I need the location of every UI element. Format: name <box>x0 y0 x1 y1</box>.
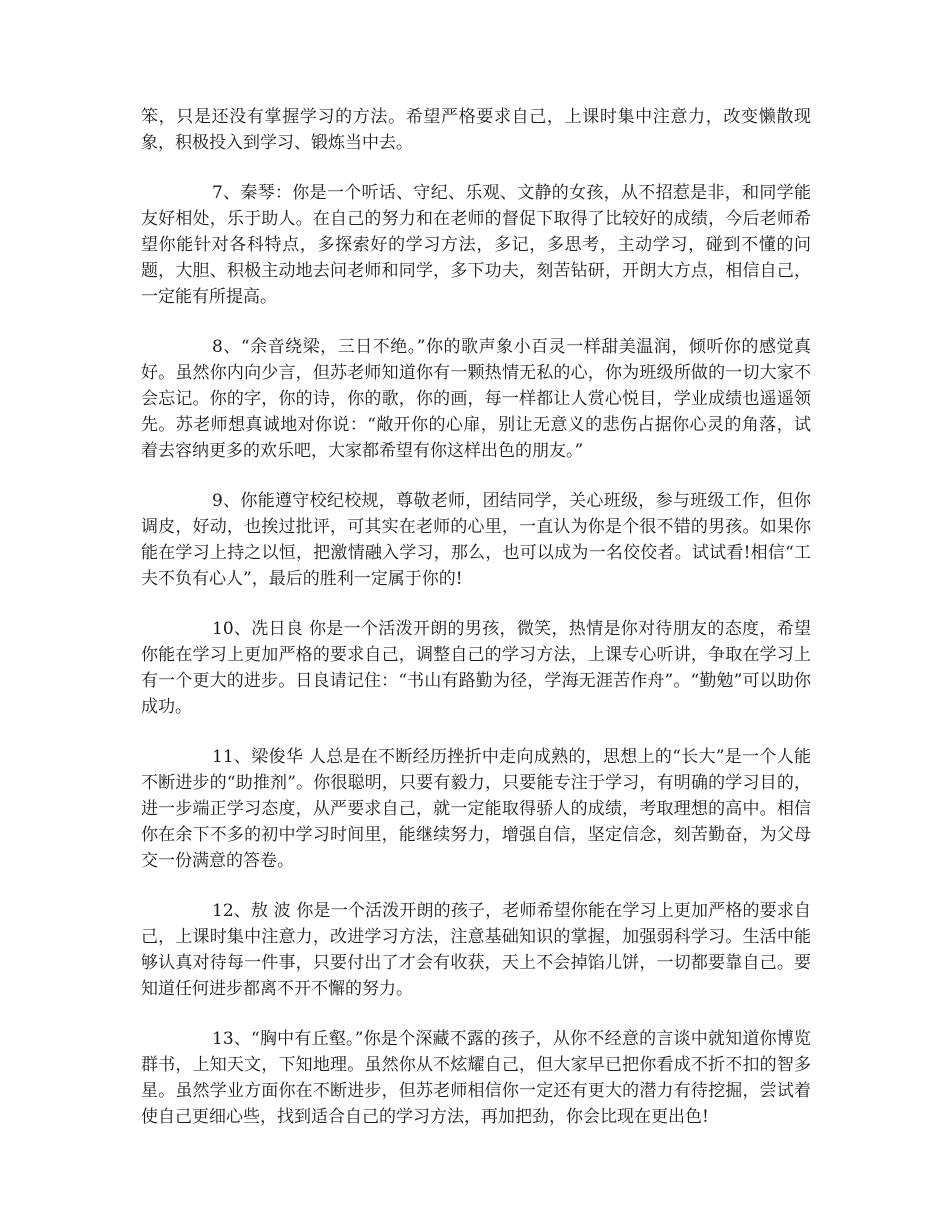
paragraph-continuation: 笨，只是还没有掌握学习的方法。希望严格要求自己，上课时集中注意力，改变懒散现象，积极投入到学习、锻炼当中去。 <box>141 107 811 153</box>
paragraph-comment-8: 8、“余音绕梁，三日不绝。”你的歌声象小百灵一样甜美温润，倾听你的感觉真好。虽然你内向少言，但苏老师知道你有一颗热情无私的心，你为班级所做的一切大家不会忘记。你的字，你的诗，你的歌，你的画，每一样都让人赏心悦目，学业成绩也遥遥领先。苏老师想真诚地对你说：“敞开你的心扉，别让无意义的悲伤占据你心灵的角落，试着去容纳更多的欢乐吧，大家都希望有你这样出色的朋友。” <box>141 337 811 461</box>
paragraph-comment-9: 9、你能遵守校纪校规，尊敬老师，团结同学，关心班级，参与班级工作，但你调皮，好动，也挨过批评，可其实在老师的心里，一直认为你是个很不错的男孩。如果你能在学习上持之以恒，把激情融入学习，那么，也可以成为一名佼佼者。试试看!相信“工夫不负有心人”，最后的胜利一定属于你的! <box>141 491 811 589</box>
paragraph-comment-7: 7、秦琴：你是一个听话、守纪、乐观、文静的女孩，从不招惹是非，和同学能友好相处，乐于助人。在自己的努力和在老师的督促下取得了比较好的成绩，今后老师希望你能针对各科特点，多探索好的学习方法，多记，多思考，主动学习，碰到不懂的问题，大胆、积极主动地去问老师和同学，多下功夫，刻苦钻研，开朗大方点，相信自己，一定能有所提高。 <box>141 183 811 307</box>
document-page <box>141 104 811 1130</box>
paragraph-comment-10: 10、冼日良 你是一个活泼开朗的男孩，微笑，热情是你对待朋友的态度，希望你能在学习上更加严格的要求自己，调整自己的学习方法，上课专心听讲，争取在学习上有一个更大的进步。日良请记住：“书山有路勤为径，学海无涯苦作舟”。“勤勉”可以助你成功。 <box>141 619 811 717</box>
paragraph-comment-11: 11、梁俊华 人总是在不断经历挫折中走向成熟的，思想上的“长大”是一个人能不断进步的“助推剂”。你很聪明，只要有毅力，只要能专注于学习，有明确的学习目的，进一步端正学习态度，从严要求自己，就一定能取得骄人的成绩，考取理想的高中。相信你在余下不多的初中学习时间里，能继续努力，增强自信，坚定信念，刻苦勤奋，为父母交一份满意的答卷。 <box>141 747 811 871</box>
paragraph-comment-12: 12、敖 波 你是一个活泼开朗的孩子，老师希望你能在学习上更加严格的要求自己，上课时集中注意力，改进学习方法，注意基础知识的掌握，加强弱科学习。生活中能够认真对待每一件事，只要付出了才会有收获，天上不会掉馅儿饼，一切都要靠自己。要知道任何进步都离不开不懈的努力。 <box>141 901 811 999</box>
paragraph-comment-13: 13、“胸中有丘壑。”你是个深藏不露的孩子，从你不经意的言谈中就知道你博览群书，上知天文，下知地理。虽然你从不炫耀自己，但大家早已把你看成不折不扣的智多星。虽然学业方面你在不断进步，但苏老师相信你一定还有更大的潜力有待挖掘，尝试着使自己更细心些，找到适合自己的学习方法，再加把劲，你会比现在更出色! <box>141 1029 811 1127</box>
